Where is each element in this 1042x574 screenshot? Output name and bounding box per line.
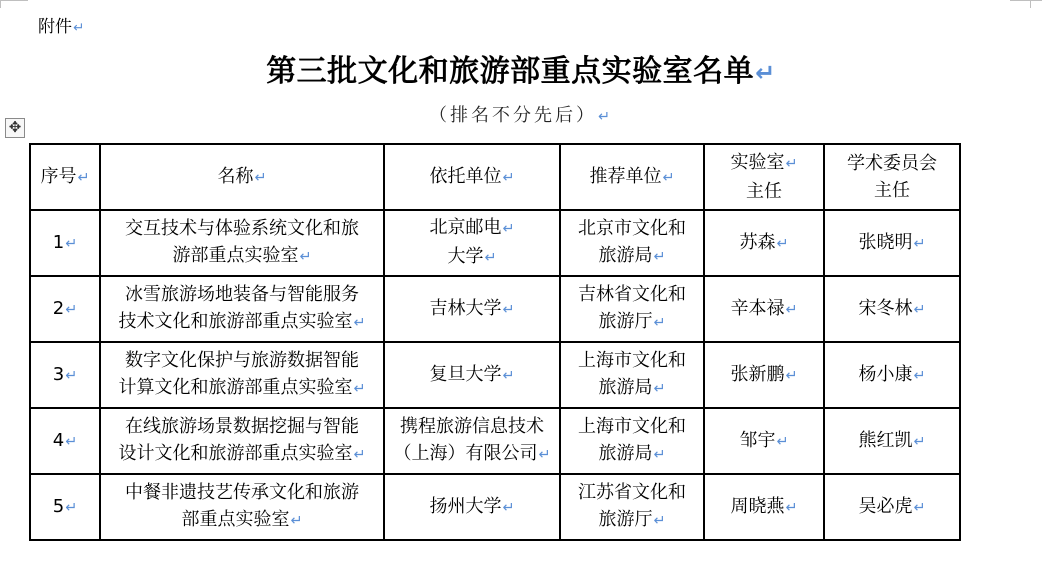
cell-committee-text: 张晓明 (858, 231, 913, 253)
cell-recommender (560, 210, 704, 276)
cell-mark-icon: ↵ (653, 513, 666, 529)
table-row (30, 210, 960, 276)
cell-index (30, 342, 100, 408)
cell-index (30, 276, 100, 342)
cell-index (30, 408, 100, 474)
cell-committee (824, 408, 960, 474)
header-director (704, 144, 824, 210)
cell-mark-icon: ↵ (65, 301, 78, 318)
cell-director (704, 474, 824, 540)
cell-recommender (560, 342, 704, 408)
cell-mark-icon: ↵ (538, 447, 551, 463)
cell-index-text: 5 (52, 495, 65, 517)
cell-committee-text: 杨小康 (858, 363, 913, 385)
paragraph-mark-icon: ↵ (73, 20, 85, 36)
lab-list-table (29, 143, 961, 541)
cell-host-line2: （上海）有限公司 (393, 443, 538, 464)
cell-host (384, 342, 560, 408)
cell-mark-icon: ↵ (913, 235, 926, 252)
cell-recommender-line2: 旅游局 (598, 245, 653, 266)
document-subtitle-text: （排名不分先后） (428, 105, 597, 126)
cell-name-line1: 在线旅游场景数据挖掘与智能 (125, 416, 359, 437)
cell-mark-icon: ↵ (776, 235, 789, 252)
paragraph-mark-icon: ↵ (785, 156, 798, 172)
cell-index-text: 4 (52, 429, 65, 451)
page-corner-mark-right-vertical (1030, 0, 1031, 8)
cell-recommender (560, 474, 704, 540)
cell-name (100, 210, 384, 276)
cell-name-line2: 设计文化和旅游部重点实验室 (118, 443, 353, 464)
cell-mark-icon: ↵ (785, 367, 798, 384)
header-director-line1: 实验室 (730, 152, 785, 173)
cell-mark-icon: ↵ (353, 315, 366, 331)
cell-mark-icon: ↵ (785, 499, 798, 516)
cell-name-line1: 中餐非遗技艺传承文化和旅游 (125, 482, 359, 503)
cell-name (100, 276, 384, 342)
cell-name (100, 474, 384, 540)
cell-mark-icon: ↵ (913, 499, 926, 516)
cell-mark-icon: ↵ (502, 499, 515, 516)
cell-director (704, 276, 824, 342)
cell-recommender-line1: 上海市文化和 (578, 416, 686, 437)
cell-director-text: 张新鹏 (730, 363, 785, 385)
table-row (30, 342, 960, 408)
cell-name-line2: 游部重点实验室 (172, 245, 299, 266)
header-committee-line2: 主任 (874, 180, 910, 201)
cell-mark-icon: ↵ (776, 433, 789, 450)
table-move-handle-icon[interactable]: ✥ (5, 118, 25, 138)
cell-mark-icon: ↵ (653, 249, 666, 265)
cell-name-line1: 数字文化保护与旅游数据智能 (125, 350, 359, 371)
page-corner-mark-left-vertical (0, 0, 1, 8)
cell-mark-icon: ↵ (353, 381, 366, 397)
page-corner-mark-right (1010, 0, 1042, 1)
header-name (100, 144, 384, 210)
cell-mark-icon: ↵ (77, 169, 90, 186)
table-row (30, 408, 960, 474)
cell-mark-icon: ↵ (353, 447, 366, 463)
cell-mark-icon: ↵ (484, 250, 497, 266)
cell-host-line1: 北京邮电 (429, 217, 502, 238)
cell-host (384, 210, 560, 276)
cell-index-text: 3 (52, 363, 65, 385)
cell-recommender (560, 408, 704, 474)
attachment-label-text: 附件 (38, 17, 72, 37)
cell-director-text: 辛本禄 (730, 297, 785, 319)
cell-mark-icon: ↵ (65, 499, 78, 516)
cell-host-line2: 大学 (447, 246, 484, 267)
cell-mark-icon: ↵ (502, 367, 515, 384)
cell-name-line2: 部重点实验室 (181, 509, 290, 530)
cell-mark-icon: ↵ (913, 367, 926, 384)
cell-mark-icon: ↵ (65, 235, 78, 252)
cell-index-text: 1 (52, 231, 65, 253)
header-host-text: 依托单位 (429, 165, 502, 187)
cell-name-line2: 计算文化和旅游部重点实验室 (118, 377, 353, 398)
cell-director-text: 苏森 (739, 231, 776, 253)
cell-recommender-line2: 旅游局 (598, 377, 653, 398)
header-name-text: 名称 (217, 165, 254, 187)
page-corner-mark-left (0, 0, 28, 1)
table-row (30, 276, 960, 342)
cell-committee-text: 吴必虎 (858, 495, 913, 517)
cell-host-line1: 吉林大学 (429, 297, 502, 319)
cell-host-line1: 复旦大学 (429, 363, 502, 385)
cell-committee-text: 宋冬林 (858, 297, 913, 319)
cell-mark-icon: ↵ (913, 301, 926, 318)
cell-committee (824, 342, 960, 408)
cell-director (704, 408, 824, 474)
table-row (30, 474, 960, 540)
cell-recommender-line1: 吉林省文化和 (578, 284, 686, 305)
cell-mark-icon: ↵ (65, 367, 78, 384)
cell-mark-icon: ↵ (290, 513, 303, 529)
cell-name-line1: 冰雪旅游场地装备与智能服务 (125, 284, 359, 305)
cell-committee (824, 276, 960, 342)
cell-index-text: 2 (52, 297, 65, 319)
header-recommender-text: 推荐单位 (589, 165, 662, 187)
cell-mark-icon: ↵ (502, 301, 515, 318)
cell-host (384, 276, 560, 342)
cell-director-text: 邹宇 (739, 429, 776, 451)
attachment-label (38, 12, 84, 37)
cell-name-line2: 技术文化和旅游部重点实验室 (118, 311, 353, 332)
cell-director (704, 210, 824, 276)
cell-director (704, 342, 824, 408)
cell-recommender-line1: 上海市文化和 (578, 350, 686, 371)
cell-committee (824, 474, 960, 540)
header-recommender (560, 144, 704, 210)
cell-committee (824, 210, 960, 276)
cell-host (384, 474, 560, 540)
cell-recommender-line2: 旅游厅 (598, 311, 653, 332)
header-director-line2: 主任 (746, 181, 782, 202)
table-header-row (30, 144, 960, 210)
cell-mark-icon: ↵ (662, 169, 675, 186)
cell-mark-icon: ↵ (65, 433, 78, 450)
cell-mark-icon: ↵ (299, 249, 312, 265)
document-title (0, 46, 1042, 90)
document-subtitle (0, 101, 1042, 127)
cell-director-text: 周晓燕 (730, 495, 785, 517)
paragraph-mark-icon: ↵ (755, 59, 776, 87)
cell-recommender-line1: 北京市文化和 (578, 218, 686, 239)
cell-host-line1: 扬州大学 (429, 495, 502, 517)
cell-index (30, 474, 100, 540)
cell-mark-icon: ↵ (502, 169, 515, 186)
cell-host-line1: 携程旅游信息技术 (400, 416, 544, 437)
cell-index (30, 210, 100, 276)
header-index (30, 144, 100, 210)
header-host (384, 144, 560, 210)
cell-mark-icon: ↵ (254, 169, 267, 186)
cell-mark-icon: ↵ (653, 381, 666, 397)
paragraph-mark-icon: ↵ (502, 221, 515, 237)
cell-recommender-line1: 江苏省文化和 (578, 482, 686, 503)
cell-recommender-line2: 旅游厅 (598, 509, 653, 530)
paragraph-mark-icon: ↵ (597, 109, 614, 125)
cell-mark-icon: ↵ (785, 301, 798, 318)
cell-recommender (560, 276, 704, 342)
document-title-text: 第三批文化和旅游部重点实验室名单 (266, 54, 755, 89)
cell-host (384, 408, 560, 474)
header-index-text: 序号 (40, 165, 77, 187)
cell-name (100, 342, 384, 408)
cell-name (100, 408, 384, 474)
cell-committee-text: 熊红凯 (858, 429, 913, 451)
cell-name-line1: 交互技术与体验系统文化和旅 (125, 218, 359, 239)
cell-mark-icon: ↵ (653, 447, 666, 463)
cell-mark-icon: ↵ (913, 433, 926, 450)
header-committee-line1: 学术委员会 (847, 153, 937, 174)
cell-recommender-line2: 旅游局 (598, 443, 653, 464)
header-committee (824, 144, 960, 210)
cell-mark-icon: ↵ (653, 315, 666, 331)
